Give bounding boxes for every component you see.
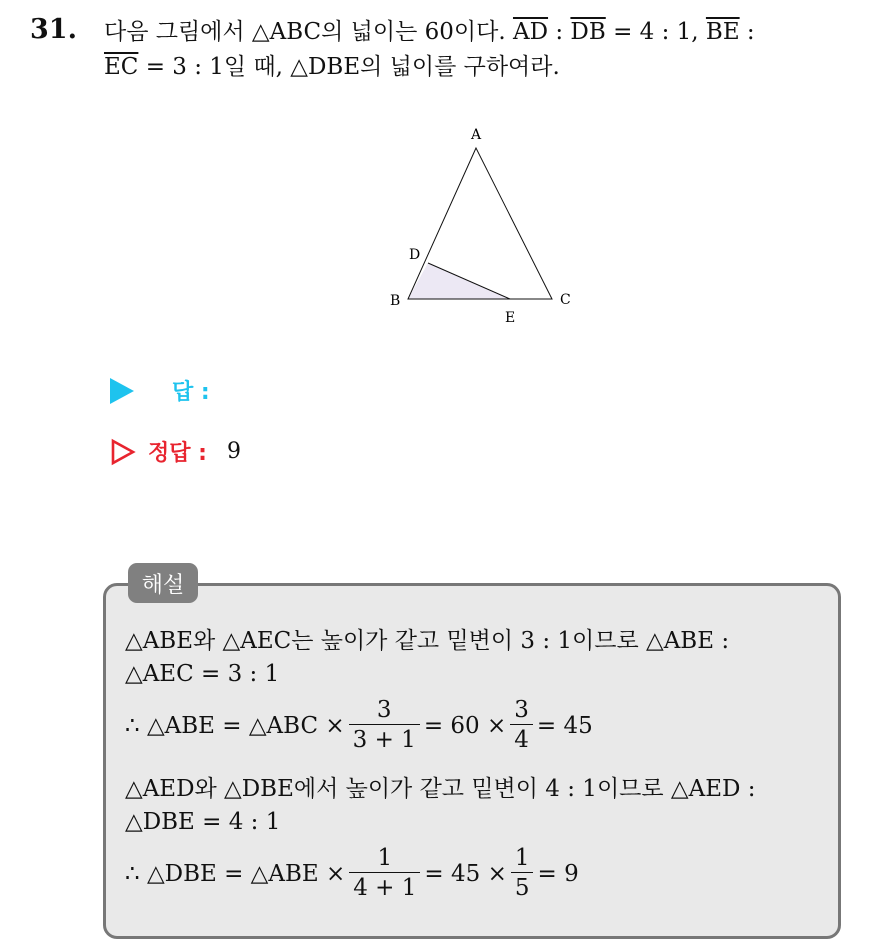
question-text-part: 다음 그림에서 △ABC의 넓이는 60이다. (104, 19, 513, 45)
segment-be: $\overline{BE}$ (705, 19, 740, 45)
label-d: D (409, 247, 421, 263)
answer-row (110, 375, 210, 406)
solution-line-6 (125, 844, 579, 903)
correct-answer-row (110, 436, 241, 467)
solution-line-2: △AEC = 3 : 1 (125, 661, 280, 687)
correct-answer-label: 정답 : (148, 441, 207, 466)
denominator: 4 (510, 724, 533, 755)
solution-expr: ∴ △DBE = △ABE × (125, 860, 346, 887)
answer-label: 답 : (172, 380, 210, 405)
shaded-triangle-dbe (408, 263, 510, 299)
solution-expr: = 9 (537, 860, 579, 887)
fraction (510, 696, 533, 755)
segment-ec: $\overline{EC}$ (104, 54, 139, 80)
solution-expr: = 60 × (423, 712, 507, 739)
solution-expr: = 45 × (424, 860, 507, 887)
triangle-figure (380, 118, 580, 328)
segment-db: $\overline{DB}$ (570, 19, 606, 45)
segment-ad: $\overline{AD}$ (512, 19, 549, 45)
question-text-part: = 3 : 1일 때, △DBE의 넓이를 구하여라. (138, 54, 560, 80)
denominator: 3 + 1 (349, 724, 420, 755)
denominator: 5 (511, 872, 534, 903)
label-a: A (471, 127, 482, 143)
numerator: 3 (376, 697, 392, 723)
outline-triangle-icon (110, 438, 136, 466)
numerator: 1 (514, 845, 530, 871)
fraction (511, 844, 534, 903)
numerator: 1 (377, 845, 393, 871)
fraction (349, 844, 420, 903)
question-text-part: : (739, 19, 755, 45)
solution-tag: 해설 (128, 563, 198, 603)
solution-expr: = 45 (536, 712, 593, 739)
numerator: 3 (514, 697, 529, 723)
question-text-part: = 4 : 1, (605, 19, 706, 45)
question-text (104, 15, 874, 85)
correct-answer-value: 9 (226, 439, 241, 464)
label-e: E (505, 310, 516, 326)
question-text-part: : (548, 19, 571, 45)
denominator: 4 + 1 (349, 872, 420, 903)
solution-line-4: △AED와 △DBE에서 높이가 같고 밑변이 4 : 1이므로 △AED : (125, 776, 756, 802)
solution-line-1: △ABE와 △AEC는 높이가 같고 밑변이 3 : 1이므로 △ABE : (125, 628, 730, 654)
solution-line-5: △DBE = 4 : 1 (125, 809, 281, 835)
play-triangle-icon (110, 378, 134, 404)
label-c: C (560, 292, 571, 308)
fraction (349, 696, 420, 755)
solution-line-3 (125, 696, 593, 755)
question-number: 31. (30, 14, 77, 45)
solution-expr: ∴ △ABE = △ABC × (125, 712, 345, 739)
label-b: B (390, 293, 401, 309)
